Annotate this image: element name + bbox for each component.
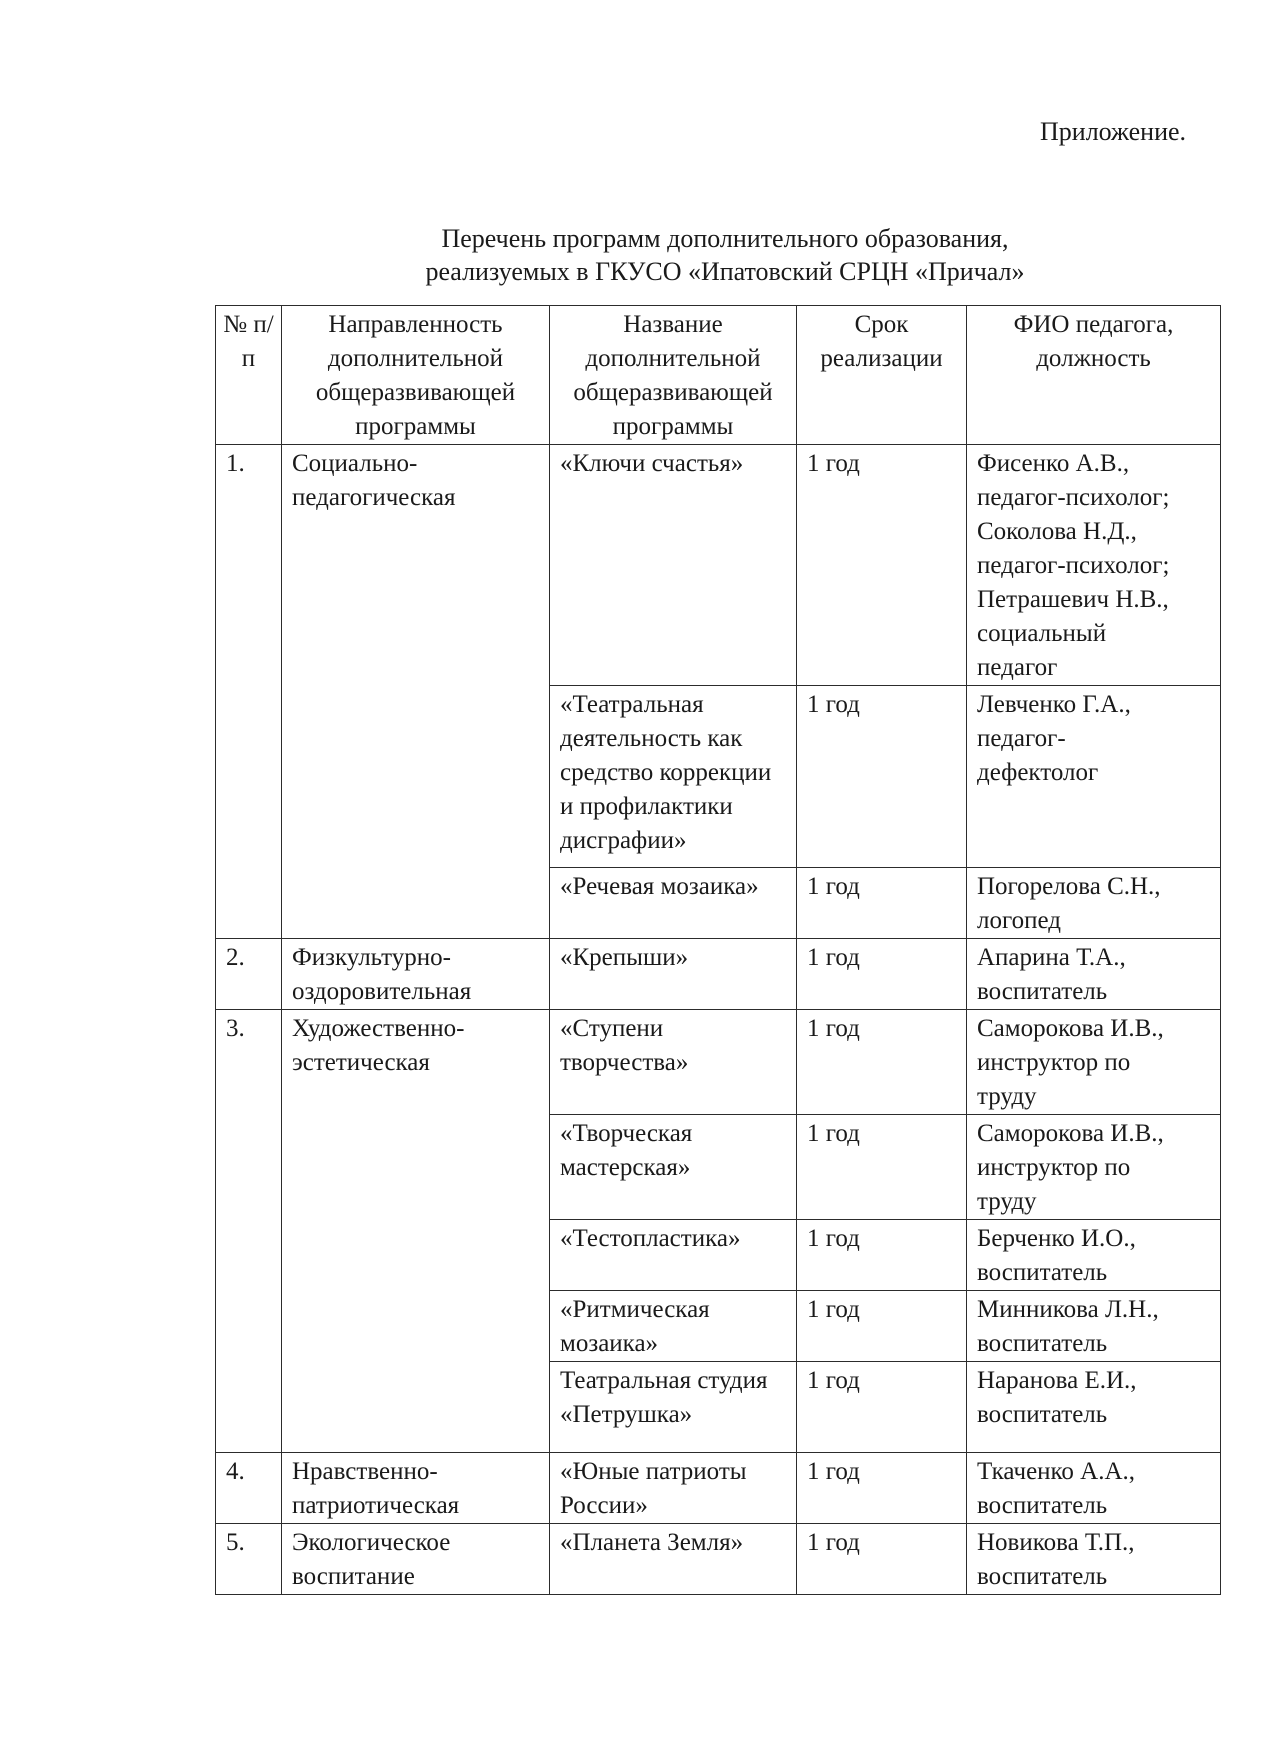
teacher-line: логопед	[977, 907, 1061, 934]
teacher-cell	[967, 939, 1221, 1010]
term-cell: 1 год	[797, 1220, 967, 1291]
teacher-line: труду	[977, 1083, 1037, 1110]
row-number-cell: 1.	[216, 445, 282, 939]
term-cell: 1 год	[797, 1291, 967, 1362]
program-name-cell: «Речевая мозаика»	[550, 868, 797, 939]
term-cell: 1 год	[797, 686, 967, 868]
document-title-line-2: реализуемых в ГКУСО «Ипатовский СРЦН «Причал»	[425, 257, 1025, 286]
teacher-line: Новикова Т.П.,	[977, 1529, 1135, 1556]
teacher-line: Ткаченко А.А.,	[977, 1458, 1136, 1485]
teacher-line: педагог-	[977, 725, 1066, 752]
document-title	[300, 222, 1150, 288]
table-row	[216, 1524, 1221, 1595]
teacher-line: труду	[977, 1188, 1037, 1215]
teacher-line: инструктор по	[977, 1049, 1131, 1076]
header-term: Срок реализации	[797, 306, 967, 445]
table-row	[216, 445, 1221, 686]
teacher-line: педагог	[977, 654, 1058, 681]
appendix-label: Приложение.	[1040, 117, 1187, 146]
row-number-cell: 4.	[216, 1453, 282, 1524]
teacher-line: воспитатель	[977, 1259, 1108, 1286]
program-name-cell: «Крепыши»	[550, 939, 797, 1010]
teacher-line: Минникова Л.Н.,	[977, 1296, 1159, 1323]
teacher-line: воспитатель	[977, 1401, 1108, 1428]
header-teacher: ФИО педагога, должность	[967, 306, 1221, 445]
teacher-line: инструктор по	[977, 1154, 1131, 1181]
program-name-cell: «Творческая мастерская»	[550, 1115, 797, 1220]
term-cell: 1 год	[797, 939, 967, 1010]
table-row	[216, 1453, 1221, 1524]
program-name-cell: «Планета Земля»	[550, 1524, 797, 1595]
direction-cell: Нравственно-патриотическая	[282, 1453, 550, 1524]
teacher-line: воспитатель	[977, 1330, 1108, 1357]
header-direction: Направленность дополнительной общеразвивающей программы	[282, 306, 550, 445]
term-cell: 1 год	[797, 1010, 967, 1115]
teacher-cell	[967, 445, 1221, 686]
teacher-line: воспитатель	[977, 1563, 1108, 1590]
teacher-line: дефектолог	[977, 759, 1099, 786]
direction-cell: Экологическое воспитание	[282, 1524, 550, 1595]
table-row	[216, 939, 1221, 1010]
term-cell: 1 год	[797, 1115, 967, 1220]
direction-cell: Социально-педагогическая	[282, 445, 550, 939]
teacher-line: воспитатель	[977, 1492, 1108, 1519]
teacher-line: Петрашевич Н.В.,	[977, 586, 1169, 613]
row-number-cell: 5.	[216, 1524, 282, 1595]
programs-table	[215, 305, 1221, 1595]
term-cell: 1 год	[797, 445, 967, 686]
teacher-cell	[967, 686, 1221, 868]
table-header-row	[216, 306, 1221, 445]
teacher-cell	[967, 1010, 1221, 1115]
term-cell: 1 год	[797, 1453, 967, 1524]
program-name-cell: «Ритмическая мозаика»	[550, 1291, 797, 1362]
teacher-line: воспитатель	[977, 978, 1108, 1005]
teacher-cell	[967, 1524, 1221, 1595]
teacher-line: педагог-психолог;	[977, 552, 1170, 579]
teacher-line: социальный	[977, 620, 1107, 647]
header-num: № п/п	[216, 306, 282, 445]
program-name-cell: «Юные патриоты России»	[550, 1453, 797, 1524]
program-name-cell: Театральная студия «Петрушка»	[550, 1362, 797, 1453]
teacher-line: Левченко Г.А.,	[977, 691, 1131, 718]
term-cell: 1 год	[797, 868, 967, 939]
term-cell: 1 год	[797, 1362, 967, 1453]
teacher-line: педагог-психолог;	[977, 484, 1170, 511]
table-row	[216, 1010, 1221, 1115]
teacher-line: Фисенко А.В.,	[977, 450, 1130, 477]
teacher-line: Берченко И.О.,	[977, 1225, 1136, 1252]
teacher-cell	[967, 1291, 1221, 1362]
teacher-line: Саморокова И.В.,	[977, 1015, 1164, 1042]
teacher-line: Саморокова И.В.,	[977, 1120, 1164, 1147]
teacher-cell	[967, 868, 1221, 939]
program-name-cell: «Тестопластика»	[550, 1220, 797, 1291]
table-body	[216, 445, 1221, 1595]
teacher-line: Апарина Т.А.,	[977, 944, 1126, 971]
document-title-line-1: Перечень программ дополнительного образования,	[441, 224, 1009, 253]
teacher-line: Соколова Н.Д.,	[977, 518, 1137, 545]
program-name-cell: «Ключи счастья»	[550, 445, 797, 686]
row-number-cell: 2.	[216, 939, 282, 1010]
teacher-cell	[967, 1220, 1221, 1291]
teacher-line: Наранова Е.И.,	[977, 1367, 1137, 1394]
program-name-cell: «Театральная деятельность как средство коррекции и профилактики дисграфии»	[550, 686, 797, 868]
term-cell: 1 год	[797, 1524, 967, 1595]
program-name-cell: «Ступени творчества»	[550, 1010, 797, 1115]
direction-cell: Художественно-эстетическая	[282, 1010, 550, 1453]
teacher-cell	[967, 1115, 1221, 1220]
header-program-name: Название дополнительной общеразвивающей программы	[550, 306, 797, 445]
direction-cell: Физкультурно-оздоровительная	[282, 939, 550, 1010]
teacher-cell	[967, 1362, 1221, 1453]
teacher-cell	[967, 1453, 1221, 1524]
teacher-line: Погорелова С.Н.,	[977, 873, 1161, 900]
row-number-cell: 3.	[216, 1010, 282, 1453]
